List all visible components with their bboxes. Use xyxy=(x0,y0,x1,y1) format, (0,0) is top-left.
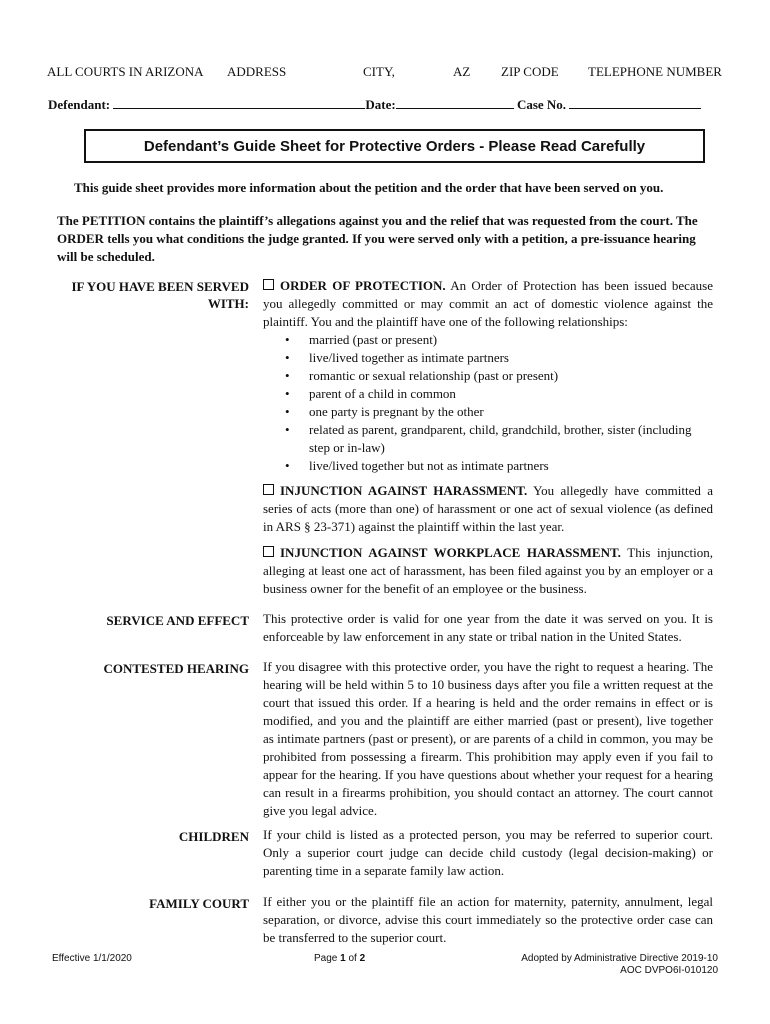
hearing-label: CONTESTED HEARING xyxy=(103,661,249,676)
page-of: of xyxy=(348,953,357,964)
list-item: • one party is pregnant by the other xyxy=(263,403,713,421)
children-label: CHILDREN xyxy=(178,829,249,844)
harassment-heading: INJUNCTION AGAINST HARASSMENT. xyxy=(280,483,528,498)
workplace-heading: INJUNCTION AGAINST WORKPLACE HARASSMENT. xyxy=(280,545,621,560)
order-heading: ORDER OF PROTECTION. xyxy=(280,278,446,293)
list-item: • related as parent, grandparent, child, grandchild, brother, sister (including step or in-law) xyxy=(263,421,713,457)
header-state: AZ xyxy=(453,64,471,79)
order-text: An Order of Protection has been issued because you allegedly committed or may commit an act of domestic violence against the plaintiff. You and the plaintiff have one of the following relationships: xyxy=(263,278,713,329)
served-with-label xyxy=(72,278,250,312)
family-court-text: If either you or the plaintiff file an action for maternity, paternity, annulment, legal separation, or divorce, advise this court immediately so the protective order case can be transferred to the superior court. xyxy=(263,894,713,945)
service-label: SERVICE AND EFFECT xyxy=(106,613,249,628)
header-phone: TELEPHONE NUMBER xyxy=(588,64,722,79)
page-total: 2 xyxy=(359,953,366,964)
workplace-text: This injunction, alleging at least one act of harassment, has been filed against you by an employer or a business owner for the benefit of an employee or the business. xyxy=(263,545,713,596)
harassment-text: You allegedly have committed a series of acts (more than one) of harassment or one act of sexual violence (as defined in ARS § 23-371) against the plaintiff within the last year. xyxy=(263,483,713,534)
hearing-text: If you disagree with this protective order, you have the right to request a hearing. The hearing will be held within 5 to 10 business days after you file a written request at the court that issued this order. If a hearing is held and the order remains in effect or is modified, and you and the plaintiff are either married (past or present), live together as intimate partners (past or present), or are parents of a child in common, you may be prohibited from possessing a firearm. This prohibition may apply even if you fail to appear for the hearing. If you have questions about whether your request for a hearing can result in a firearms prohibition, you should contact an attorney. The court cannot give you legal advice. xyxy=(263,659,713,818)
harassment-section xyxy=(263,482,713,536)
header-zip: ZIP CODE xyxy=(501,64,559,79)
page-current: 1 xyxy=(340,953,346,964)
list-item: • live/lived together but not as intimate partners xyxy=(263,457,713,475)
relationship-list xyxy=(263,331,713,475)
list-item: • romantic or sexual relationship (past or present) xyxy=(263,367,713,385)
workplace-checkbox[interactable] xyxy=(263,546,274,557)
header-courts: ALL COURTS IN ARIZONA xyxy=(47,64,204,79)
date-field[interactable] xyxy=(396,96,514,109)
adopted-directive: Adopted by Administrative Directive 2019-10 xyxy=(521,953,718,964)
petition-text: The PETITION contains the plaintiff’s allegations against you and the relief that was requested from the court. The ORDER tells you what conditions the judge granted. If you were served only with a petition, a pre-issuance hearing will be scheduled. xyxy=(57,213,698,264)
header-city: CITY, xyxy=(363,64,395,79)
served-with-label-line1: IF YOU HAVE BEEN SERVED xyxy=(71,279,249,294)
workplace-section xyxy=(263,544,713,598)
family-court-label: FAMILY COURT xyxy=(149,896,249,911)
effective-date: Effective 1/1/2020 xyxy=(52,953,132,964)
info-line xyxy=(48,96,701,113)
order-checkbox[interactable] xyxy=(263,279,274,290)
defendant-label: Defendant: xyxy=(48,97,111,112)
page-number xyxy=(314,953,365,964)
list-item: • parent of a child in common xyxy=(263,385,713,403)
case-label: Case No. xyxy=(516,97,567,112)
page-prefix: Page xyxy=(314,953,338,964)
served-with-label-line2: WITH: xyxy=(207,296,249,311)
page-title: Defendant’s Guide Sheet for Protective Orders - Please Read Carefully xyxy=(84,129,705,163)
form-info xyxy=(521,953,718,977)
form-code: AOC DVPO6I-010120 xyxy=(620,965,718,976)
case-number-field[interactable] xyxy=(569,96,701,109)
order-of-protection-section xyxy=(263,277,713,475)
date-label: Date: xyxy=(365,97,396,112)
harassment-checkbox[interactable] xyxy=(263,484,274,495)
list-item: • live/lived together as intimate partners xyxy=(263,349,713,367)
list-item: • married (past or present) xyxy=(263,331,713,349)
defendant-field[interactable] xyxy=(113,96,365,109)
header-address: ADDRESS xyxy=(227,64,287,79)
service-text: This protective order is valid for one year from the date it was served on you. It is enforceable by law enforcement in any state or tribal nation in the United States. xyxy=(263,611,713,644)
children-text: If your child is listed as a protected person, you may be referred to superior court. Only a superior court judge can decide child custody (legal decision-making) or parenting time in a separate family law action. xyxy=(263,827,713,878)
intro-text: This guide sheet provides more information about the petition and the order that have been served on you. xyxy=(74,180,664,195)
